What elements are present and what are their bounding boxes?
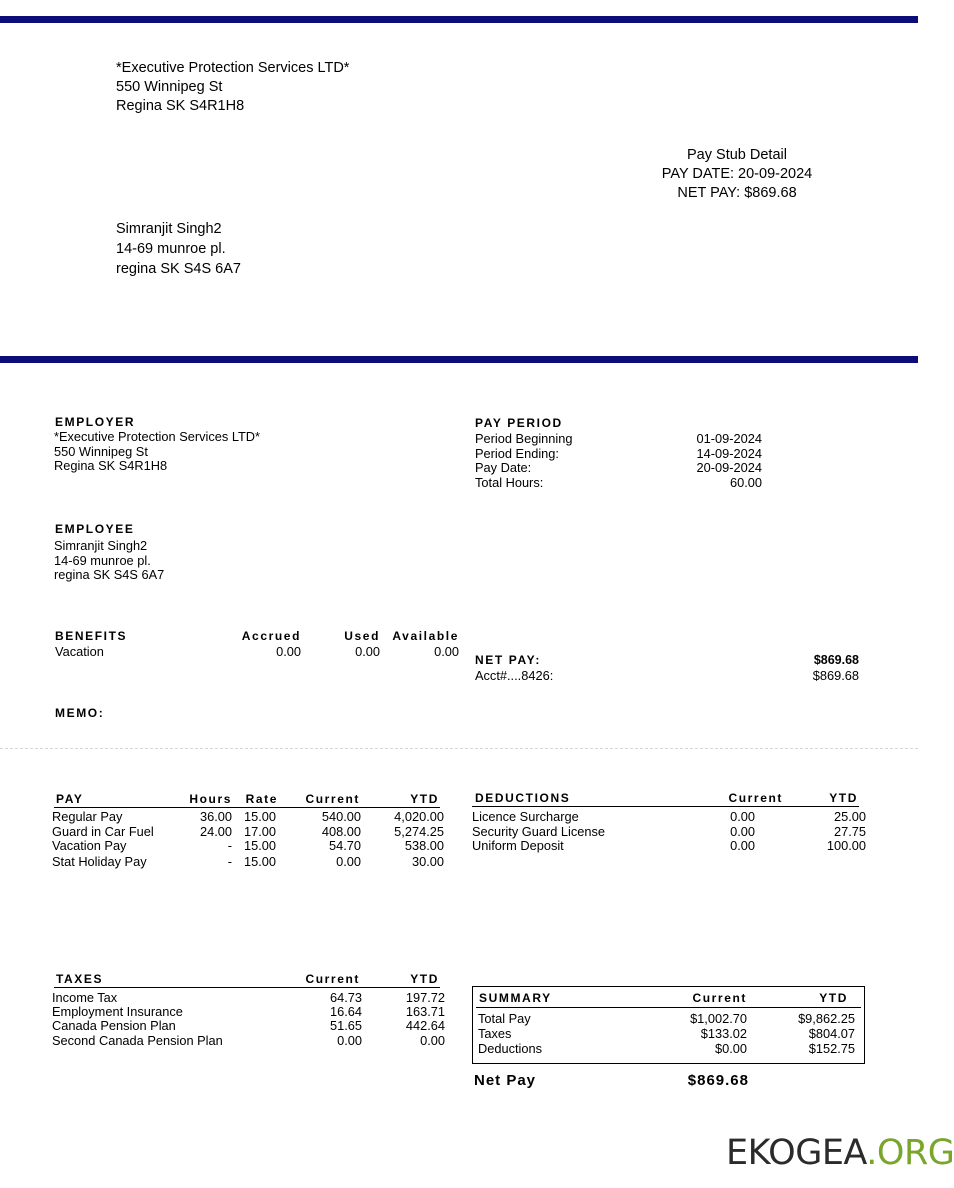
- benefits-row-name: Vacation: [55, 644, 104, 659]
- summary-row-ytd: $152.75: [808, 1041, 855, 1056]
- summary-heading: SUMMARY: [479, 991, 552, 1005]
- employer-name: *Executive Protection Services LTD*: [54, 429, 261, 444]
- net-pay-account-label: Acct#....8426:: [475, 668, 554, 683]
- summary-header-rule: [476, 1007, 861, 1008]
- benefits-col-accrued: Accrued: [241, 629, 301, 643]
- tax-row-current: 16.64: [329, 1004, 362, 1019]
- pay-row-rate: 15.00: [244, 853, 277, 869]
- stub-net-pay: NET PAY: $869.68: [677, 185, 797, 201]
- pay-row-current: 0.00: [336, 853, 361, 869]
- employee-address: [54, 539, 164, 583]
- header-employer-street: 550 Winnipeg St: [116, 79, 223, 95]
- pay-row-ytd: 5,274.25: [394, 823, 444, 839]
- header-employee-city: regina SK S4S 6A7: [116, 261, 241, 277]
- table-row: [478, 1011, 859, 1026]
- pay-row-name: Guard in Car Fuel: [52, 823, 154, 839]
- table-row: [52, 1019, 446, 1034]
- stub-title: Pay Stub Detail: [687, 147, 787, 163]
- deductions-header-rule: [472, 806, 859, 807]
- pay-period-table: [475, 432, 762, 490]
- header-employee-name: Simranjit Singh2: [116, 221, 222, 237]
- divider-accent-bar: [0, 356, 918, 363]
- employer-city: Regina SK S4R1H8: [54, 458, 168, 473]
- benefits-row-available: 0.00: [434, 644, 459, 659]
- pay-row-ytd: 4,020.00: [394, 809, 444, 824]
- summary-net-pay-amount: $869.68: [687, 1072, 749, 1089]
- pay-period-value: 20-09-2024: [696, 460, 762, 475]
- pay-row-name: Regular Pay: [52, 809, 123, 824]
- summary-net-pay-label: Net Pay: [474, 1072, 537, 1089]
- summary-row-ytd: $804.07: [808, 1026, 855, 1041]
- taxes-heading: TAXES: [56, 972, 104, 986]
- deductions-rows: [472, 810, 867, 854]
- table-row: [478, 1026, 859, 1041]
- deductions-col-current: Current: [728, 791, 783, 805]
- tax-row-name: Canada Pension Plan: [52, 1018, 176, 1033]
- tax-row-ytd: 0.00: [420, 1033, 445, 1048]
- pay-row-rate: 17.00: [244, 823, 277, 839]
- benefits-col-used: Used: [344, 629, 380, 643]
- header-employer-address: [116, 59, 349, 116]
- pay-row-current: 54.70: [328, 838, 361, 853]
- deductions-col-ytd: YTD: [829, 791, 858, 805]
- table-row: [52, 991, 446, 1005]
- stub-detail-block: [617, 146, 857, 203]
- net-pay-account-amount: $869.68: [812, 668, 859, 683]
- pay-period-label: Pay Date:: [475, 460, 532, 475]
- employer-address: [54, 430, 260, 474]
- pay-period-label: Period Ending:: [475, 445, 559, 461]
- pay-row-rate: 15.00: [244, 838, 277, 853]
- pay-row-hours: 36.00: [199, 809, 232, 824]
- benefits-row-used: 0.00: [355, 644, 380, 659]
- benefits-heading: BENEFITS: [55, 629, 128, 643]
- table-row: [52, 855, 445, 870]
- pay-period-value: 60.00: [729, 474, 762, 490]
- pay-period-row: [475, 432, 762, 447]
- header-employee-street: 14-69 munroe pl.: [116, 241, 226, 257]
- tax-row-current: 0.00: [337, 1033, 362, 1048]
- top-accent-bar: [0, 16, 918, 23]
- summary-row-name: Taxes: [478, 1026, 512, 1041]
- pay-row-hours: -: [227, 853, 232, 869]
- benefits-row-accrued: 0.00: [276, 644, 301, 659]
- pay-period-row: [475, 461, 762, 476]
- tax-row-name: Employment Insurance: [52, 1004, 183, 1019]
- header-employer-name: *Executive Protection Services LTD*: [116, 60, 350, 76]
- summary-row-current: $0.00: [714, 1041, 747, 1056]
- memo-heading: MEMO:: [55, 706, 105, 720]
- deduction-row-name: Uniform Deposit: [472, 838, 564, 853]
- pay-row-name: Stat Holiday Pay: [52, 853, 147, 869]
- pay-header-rule: [54, 807, 440, 808]
- taxes-header-rule: [54, 987, 440, 988]
- pay-col-ytd: YTD: [410, 792, 439, 806]
- employee-city: regina SK S4S 6A7: [54, 567, 165, 582]
- summary-col-current: Current: [692, 991, 747, 1005]
- summary-rows: [478, 1011, 859, 1056]
- taxes-col-ytd: YTD: [410, 972, 439, 986]
- pay-col-rate: Rate: [245, 792, 278, 806]
- deduction-row-name: Security Guard License: [472, 823, 606, 839]
- table-row: [472, 839, 867, 854]
- employee-name: Simranjit Singh2: [54, 538, 148, 553]
- summary-col-ytd: YTD: [819, 991, 848, 1005]
- deduction-row-current: 0.00: [730, 809, 755, 824]
- section-separator: [0, 748, 918, 749]
- tax-row-current: 51.65: [329, 1018, 362, 1033]
- net-pay-heading: NET PAY:: [475, 653, 541, 667]
- watermark-text-main: EKOGEA: [726, 1133, 867, 1173]
- tax-row-name: Second Canada Pension Plan: [52, 1033, 223, 1048]
- table-row: [52, 810, 445, 825]
- pay-period-row: [475, 476, 762, 491]
- summary-row-ytd: $9,862.25: [798, 1011, 855, 1026]
- benefits-col-available: Available: [392, 629, 459, 643]
- tax-row-ytd: 442.64: [405, 1018, 445, 1033]
- net-pay-amount: $869.68: [813, 653, 859, 667]
- pay-period-value: 01-09-2024: [696, 431, 762, 446]
- header-employer-city: Regina SK S4R1H8: [116, 98, 245, 114]
- employer-street: 550 Winnipeg St: [54, 443, 148, 459]
- deductions-heading: DEDUCTIONS: [475, 791, 571, 805]
- pay-period-label: Total Hours:: [475, 474, 544, 490]
- pay-period-heading: PAY PERIOD: [475, 416, 563, 430]
- deduction-row-current: 0.00: [730, 823, 755, 839]
- summary-row-current: $1,002.70: [690, 1011, 747, 1026]
- taxes-rows: [52, 991, 446, 1048]
- tax-row-name: Income Tax: [52, 990, 118, 1005]
- tax-row-ytd: 197.72: [405, 990, 445, 1005]
- watermark-logo: [726, 1133, 954, 1173]
- pay-period-row: [475, 447, 762, 462]
- summary-row-name: Total Pay: [478, 1011, 531, 1026]
- pay-period-label: Period Beginning: [475, 431, 573, 446]
- stub-pay-date: PAY DATE: 20-09-2024: [661, 166, 813, 182]
- tax-row-current: 64.73: [329, 990, 362, 1005]
- deduction-row-name: Licence Surcharge: [472, 809, 579, 824]
- table-row: [478, 1041, 859, 1056]
- pay-row-rate: 15.00: [244, 809, 277, 824]
- tax-row-ytd: 163.71: [405, 1004, 445, 1019]
- pay-row-ytd: 30.00: [411, 853, 444, 869]
- table-row: [472, 810, 867, 825]
- table-row: [52, 1005, 446, 1019]
- summary-row-current: $133.02: [700, 1026, 747, 1041]
- pay-row-hours: -: [227, 838, 232, 853]
- pay-row-ytd: 538.00: [404, 838, 444, 853]
- table-row: [472, 825, 867, 840]
- header-employee-address: [116, 219, 241, 279]
- table-row: [52, 839, 445, 854]
- pay-period-value: 14-09-2024: [696, 445, 762, 461]
- pay-rows: [52, 810, 445, 869]
- watermark-text-domain: .ORG: [866, 1133, 954, 1173]
- taxes-col-current: Current: [305, 972, 360, 986]
- pay-col-hours: Hours: [189, 792, 232, 806]
- deduction-row-ytd: 100.00: [826, 838, 866, 853]
- deduction-row-ytd: 27.75: [833, 823, 866, 839]
- employee-street: 14-69 munroe pl.: [54, 552, 151, 568]
- pay-row-name: Vacation Pay: [52, 838, 127, 853]
- deduction-row-current: 0.00: [730, 838, 755, 853]
- deduction-row-ytd: 25.00: [833, 809, 866, 824]
- pay-col-current: Current: [305, 792, 360, 806]
- pay-row-current: 408.00: [321, 823, 361, 839]
- employer-heading: EMPLOYER: [55, 415, 136, 429]
- table-row: [52, 825, 445, 840]
- pay-row-hours: 24.00: [199, 823, 232, 839]
- summary-row-name: Deductions: [478, 1041, 543, 1056]
- pay-heading: PAY: [56, 792, 84, 806]
- employee-heading: EMPLOYEE: [55, 522, 135, 536]
- table-row: [52, 1034, 446, 1048]
- pay-row-current: 540.00: [321, 809, 361, 824]
